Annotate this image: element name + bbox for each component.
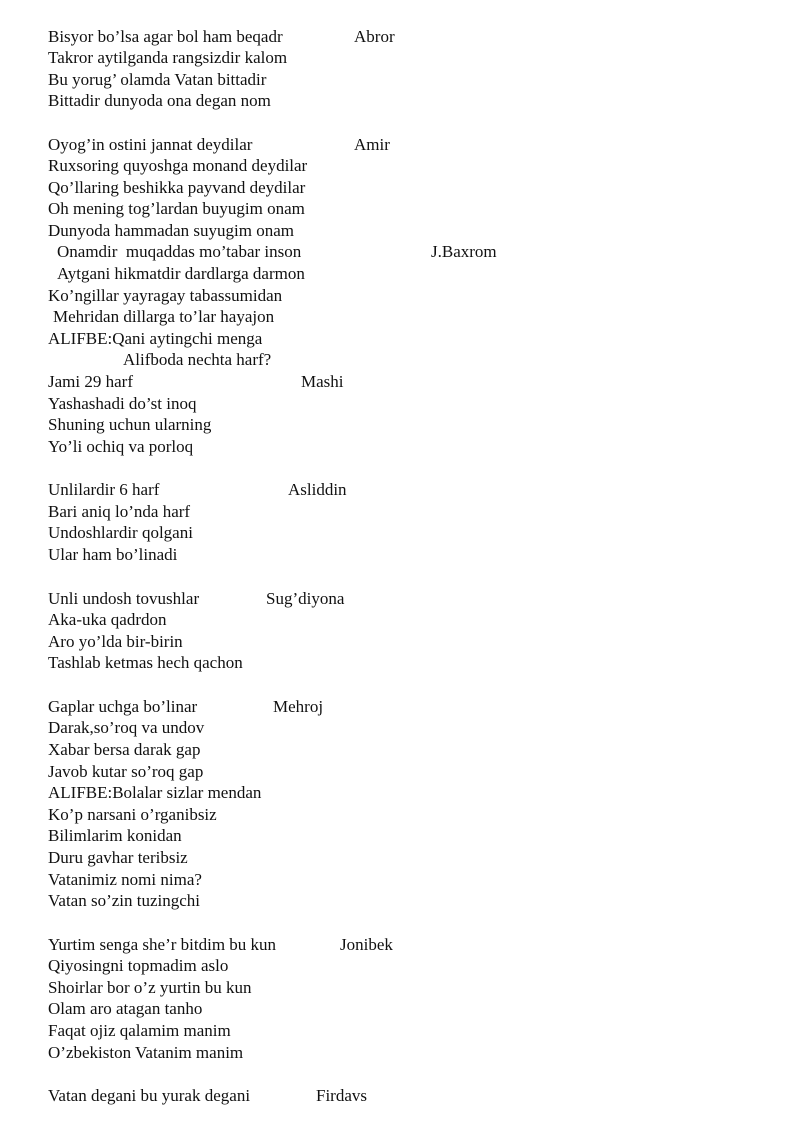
poem-line: Aytgani hikmatdir dardlarga darmon [57,264,305,283]
poem-line: Shoirlar bor o’z yurtin bu kun [48,978,252,997]
poem-line: Duru gavhar teribsiz [48,848,188,867]
author-name: Amir [354,135,390,154]
poem-line: Yurtim senga she’r bitdim bu kun [48,935,277,954]
poem-line: Undoshlardir qolgani [48,523,193,542]
poem-line: ALIFBE:Qani aytingchi menga [48,329,263,348]
poem-line: Qiyosingni topmadim aslo [48,956,229,975]
poem-line: Takror aytilganda rangsizdir kalom [48,48,288,67]
poem-line: Alifboda nechta harf? [123,350,272,369]
poem-line: Unli undosh tovushlar [48,589,200,608]
poem-line: Mehridan dillarga to’lar hayajon [53,307,275,326]
poem-line: ALIFBE:Bolalar sizlar mendan [48,783,262,802]
poem-line: Vatanimiz nomi nima? [48,870,202,889]
poem-line: Vatan so’zin tuzingchi [48,891,201,910]
author-name: Abror [354,27,395,46]
poem-line: Xabar bersa darak gap [48,740,201,759]
poem-line: Aro yo’lda bir-birin [48,632,183,651]
author-name: Firdavs [316,1086,367,1105]
poem-line: Ular ham bo’linadi [48,545,178,564]
poem-line: Ruxsoring quyoshga monand deydilar [48,156,308,175]
poem-line: Faqat ojiz qalamim manim [48,1021,231,1040]
author-name: Mehroj [273,697,324,716]
poem-line: Jami 29 harf [48,372,133,391]
poem-line: Qo’llaring beshikka payvand deydilar [48,178,306,197]
poem-line: Tashlab ketmas hech qachon [48,653,243,672]
poem-line: Unlilardir 6 harf [48,480,160,499]
poem-line: Gaplar uchga bo’linar [48,697,198,716]
poem-line: Bu yorug’ olamda Vatan bittadir [48,70,267,89]
poem-line: Bari aniq lo’nda harf [48,502,191,521]
poem-line: O’zbekiston Vatanim manim [48,1043,244,1062]
poem-line: Bilimlarim konidan [48,826,182,845]
poem-line: Onamdir muqaddas mo’tabar inson [57,242,302,261]
poem-line: Dunyoda hammadan suyugim onam [48,221,294,240]
poem-line: Javob kutar so’roq gap [48,762,204,781]
poem-line: Ko’ngillar yayragay tabassumidan [48,286,283,305]
author-name: Asliddin [288,480,347,499]
poem-line: Bisyor bo’lsa agar bol ham beqadr [48,27,283,46]
poem-line: Shuning uchun ularning [48,415,212,434]
author-name: J.Baxrom [431,242,497,261]
poem-line: Darak,so’roq va undov [48,718,205,737]
poem-line: Olam aro atagan tanho [48,999,203,1018]
poem-line: Oh mening tog’lardan buyugim onam [48,199,305,218]
poem-line: Aka-uka qadrdon [48,610,167,629]
poem-line: Vatan degani bu yurak degani [48,1086,251,1105]
author-name: Mashi [301,372,344,391]
author-name: Sug’diyona [266,589,345,608]
poem-line: Yashashadi do’st inoq [48,394,197,413]
poem-line: Bittadir dunyoda ona degan nom [48,91,271,110]
author-name: Jonibek [340,935,393,954]
poem-line: Ko’p narsani o’rganibsiz [48,805,217,824]
poem-line: Oyog’in ostini jannat deydilar [48,135,253,154]
poem-line: Yo’li ochiq va porloq [48,437,194,456]
